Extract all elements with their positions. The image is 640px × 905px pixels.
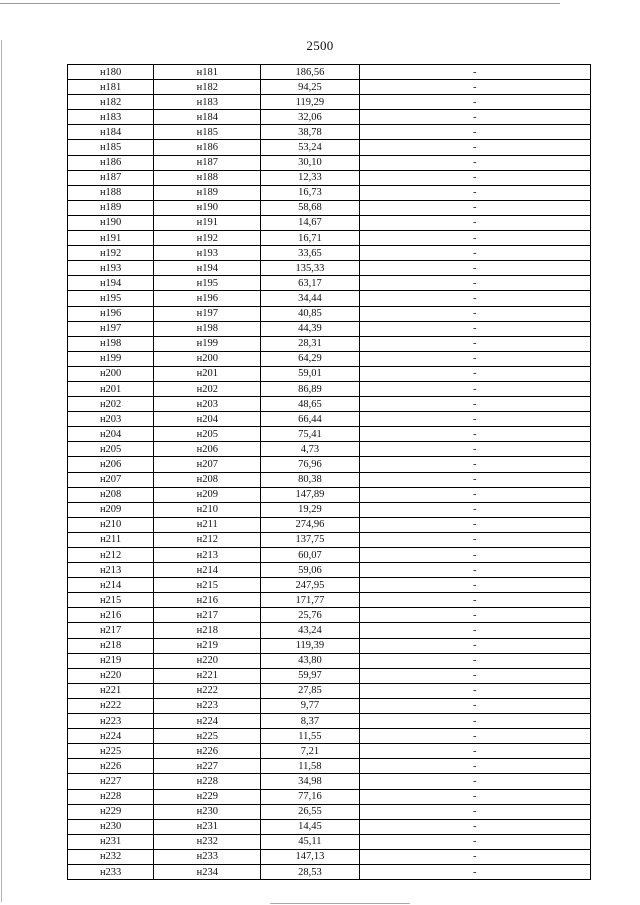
table-row <box>68 714 591 729</box>
point-to-cell: н184 <box>154 110 261 125</box>
table-row <box>68 110 591 125</box>
table-row <box>68 261 591 276</box>
note-cell: - <box>359 683 590 698</box>
table-row <box>68 351 591 366</box>
point-to-cell: н211 <box>154 517 261 532</box>
point-to-cell: н229 <box>154 789 261 804</box>
distance-cell: 8,37 <box>261 714 359 729</box>
table-row <box>68 381 591 396</box>
point-from-cell: н192 <box>68 246 154 261</box>
table-row <box>68 336 591 351</box>
point-to-cell: н214 <box>154 563 261 578</box>
table-row <box>68 517 591 532</box>
table-row <box>68 140 591 155</box>
point-to-cell: н198 <box>154 321 261 336</box>
table-row <box>68 276 591 291</box>
point-from-cell: н211 <box>68 532 154 547</box>
point-from-cell: н199 <box>68 351 154 366</box>
note-cell: - <box>359 170 590 185</box>
point-from-cell: н224 <box>68 729 154 744</box>
point-from-cell: н187 <box>68 170 154 185</box>
distance-cell: 30,10 <box>261 155 359 170</box>
point-to-cell: н224 <box>154 714 261 729</box>
distance-cell: 43,24 <box>261 623 359 638</box>
distance-cell: 4,73 <box>261 442 359 457</box>
point-to-cell: н193 <box>154 246 261 261</box>
point-from-cell: н220 <box>68 668 154 683</box>
point-from-cell: н213 <box>68 563 154 578</box>
point-from-cell: н182 <box>68 95 154 110</box>
point-to-cell: н206 <box>154 442 261 457</box>
note-cell: - <box>359 593 590 608</box>
distance-cell: 137,75 <box>261 532 359 547</box>
table-row <box>68 291 591 306</box>
distance-cell: 19,29 <box>261 502 359 517</box>
note-cell: - <box>359 336 590 351</box>
point-from-cell: н205 <box>68 442 154 457</box>
note-cell: - <box>359 532 590 547</box>
table-row <box>68 155 591 170</box>
distance-cell: 66,44 <box>261 412 359 427</box>
note-cell: - <box>359 351 590 366</box>
table-row <box>68 532 591 547</box>
distance-cell: 171,77 <box>261 593 359 608</box>
table-row <box>68 638 591 653</box>
note-cell: - <box>359 140 590 155</box>
note-cell: - <box>359 729 590 744</box>
note-cell: - <box>359 698 590 713</box>
point-from-cell: н232 <box>68 849 154 864</box>
point-from-cell: н227 <box>68 774 154 789</box>
note-cell: - <box>359 185 590 200</box>
point-to-cell: н186 <box>154 140 261 155</box>
boundary-table <box>67 64 591 880</box>
point-to-cell: н227 <box>154 759 261 774</box>
note-cell: - <box>359 306 590 321</box>
point-from-cell: н180 <box>68 65 154 80</box>
point-to-cell: н200 <box>154 351 261 366</box>
table-row <box>68 744 591 759</box>
table-row <box>68 698 591 713</box>
point-from-cell: н185 <box>68 140 154 155</box>
table-row <box>68 578 591 593</box>
distance-cell: 135,33 <box>261 261 359 276</box>
point-from-cell: н231 <box>68 834 154 849</box>
point-to-cell: н185 <box>154 125 261 140</box>
point-to-cell: н221 <box>154 668 261 683</box>
page-number: 2500 <box>306 38 334 53</box>
table-row <box>68 864 591 879</box>
point-from-cell: н218 <box>68 638 154 653</box>
point-to-cell: н201 <box>154 366 261 381</box>
note-cell: - <box>359 457 590 472</box>
point-to-cell: н219 <box>154 638 261 653</box>
point-from-cell: н228 <box>68 789 154 804</box>
note-cell: - <box>359 608 590 623</box>
distance-cell: 28,31 <box>261 336 359 351</box>
table-row <box>68 412 591 427</box>
point-to-cell: н228 <box>154 774 261 789</box>
note-cell: - <box>359 744 590 759</box>
distance-cell: 119,39 <box>261 638 359 653</box>
point-to-cell: н226 <box>154 744 261 759</box>
distance-cell: 28,53 <box>261 864 359 879</box>
distance-cell: 9,77 <box>261 698 359 713</box>
distance-cell: 16,71 <box>261 231 359 246</box>
distance-cell: 76,96 <box>261 457 359 472</box>
table-row <box>68 819 591 834</box>
note-cell: - <box>359 653 590 668</box>
point-to-cell: н208 <box>154 472 261 487</box>
table-row <box>68 774 591 789</box>
distance-cell: 11,58 <box>261 759 359 774</box>
distance-cell: 59,97 <box>261 668 359 683</box>
note-cell: - <box>359 834 590 849</box>
note-cell: - <box>359 548 590 563</box>
distance-cell: 53,24 <box>261 140 359 155</box>
point-to-cell: н191 <box>154 215 261 230</box>
distance-cell: 38,78 <box>261 125 359 140</box>
note-cell: - <box>359 502 590 517</box>
point-from-cell: н195 <box>68 291 154 306</box>
note-cell: - <box>359 638 590 653</box>
distance-cell: 80,38 <box>261 472 359 487</box>
point-to-cell: н216 <box>154 593 261 608</box>
point-to-cell: н202 <box>154 381 261 396</box>
table-row <box>68 472 591 487</box>
point-from-cell: н222 <box>68 698 154 713</box>
point-to-cell: н187 <box>154 155 261 170</box>
point-to-cell: н197 <box>154 306 261 321</box>
point-to-cell: н232 <box>154 834 261 849</box>
note-cell: - <box>359 623 590 638</box>
table-row <box>68 306 591 321</box>
point-to-cell: н182 <box>154 80 261 95</box>
point-to-cell: н233 <box>154 849 261 864</box>
distance-cell: 186,56 <box>261 65 359 80</box>
point-to-cell: н217 <box>154 608 261 623</box>
note-cell: - <box>359 472 590 487</box>
distance-cell: 14,67 <box>261 215 359 230</box>
point-from-cell: н206 <box>68 457 154 472</box>
point-from-cell: н193 <box>68 261 154 276</box>
distance-cell: 11,55 <box>261 729 359 744</box>
table-row <box>68 563 591 578</box>
point-from-cell: н198 <box>68 336 154 351</box>
note-cell: - <box>359 819 590 834</box>
point-to-cell: н223 <box>154 698 261 713</box>
scan-edge-top <box>0 3 560 4</box>
note-cell: - <box>359 804 590 819</box>
note-cell: - <box>359 578 590 593</box>
distance-cell: 77,16 <box>261 789 359 804</box>
table-row <box>68 729 591 744</box>
table-row <box>68 170 591 185</box>
distance-cell: 63,17 <box>261 276 359 291</box>
point-to-cell: н215 <box>154 578 261 593</box>
distance-cell: 58,68 <box>261 200 359 215</box>
point-to-cell: н205 <box>154 427 261 442</box>
note-cell: - <box>359 125 590 140</box>
distance-cell: 64,29 <box>261 351 359 366</box>
point-from-cell: н215 <box>68 593 154 608</box>
point-from-cell: н190 <box>68 215 154 230</box>
distance-cell: 119,29 <box>261 95 359 110</box>
distance-cell: 274,96 <box>261 517 359 532</box>
point-from-cell: н188 <box>68 185 154 200</box>
point-to-cell: н213 <box>154 548 261 563</box>
point-to-cell: н209 <box>154 487 261 502</box>
note-cell: - <box>359 714 590 729</box>
point-from-cell: н204 <box>68 427 154 442</box>
note-cell: - <box>359 95 590 110</box>
point-to-cell: н218 <box>154 623 261 638</box>
table-row <box>68 789 591 804</box>
distance-cell: 75,41 <box>261 427 359 442</box>
distance-cell: 59,06 <box>261 563 359 578</box>
point-from-cell: н207 <box>68 472 154 487</box>
note-cell: - <box>359 849 590 864</box>
distance-cell: 45,11 <box>261 834 359 849</box>
table-row <box>68 246 591 261</box>
table-row <box>68 653 591 668</box>
distance-cell: 26,55 <box>261 804 359 819</box>
point-from-cell: н184 <box>68 125 154 140</box>
point-from-cell: н209 <box>68 502 154 517</box>
point-to-cell: н231 <box>154 819 261 834</box>
point-to-cell: н192 <box>154 231 261 246</box>
point-from-cell: н189 <box>68 200 154 215</box>
note-cell: - <box>359 864 590 879</box>
point-from-cell: н216 <box>68 608 154 623</box>
point-from-cell: н223 <box>68 714 154 729</box>
point-from-cell: н230 <box>68 819 154 834</box>
table-row <box>68 457 591 472</box>
distance-cell: 16,73 <box>261 185 359 200</box>
point-from-cell: н196 <box>68 306 154 321</box>
point-from-cell: н201 <box>68 381 154 396</box>
table-row <box>68 366 591 381</box>
point-from-cell: н186 <box>68 155 154 170</box>
table-row <box>68 548 591 563</box>
point-to-cell: н212 <box>154 532 261 547</box>
table-row <box>68 759 591 774</box>
table-row <box>68 125 591 140</box>
distance-cell: 33,65 <box>261 246 359 261</box>
note-cell: - <box>359 774 590 789</box>
point-from-cell: н208 <box>68 487 154 502</box>
note-cell: - <box>359 397 590 412</box>
table-row <box>68 231 591 246</box>
point-from-cell: н203 <box>68 412 154 427</box>
distance-cell: 94,25 <box>261 80 359 95</box>
note-cell: - <box>359 759 590 774</box>
point-to-cell: н210 <box>154 502 261 517</box>
point-to-cell: н207 <box>154 457 261 472</box>
point-to-cell: н222 <box>154 683 261 698</box>
point-to-cell: н203 <box>154 397 261 412</box>
point-from-cell: н181 <box>68 80 154 95</box>
point-to-cell: н199 <box>154 336 261 351</box>
point-from-cell: н219 <box>68 653 154 668</box>
table-row <box>68 215 591 230</box>
point-from-cell: н229 <box>68 804 154 819</box>
distance-cell: 59,01 <box>261 366 359 381</box>
distance-cell: 7,21 <box>261 744 359 759</box>
point-to-cell: н194 <box>154 261 261 276</box>
point-from-cell: н200 <box>68 366 154 381</box>
table-row <box>68 65 591 80</box>
point-from-cell: н212 <box>68 548 154 563</box>
table-row <box>68 200 591 215</box>
table-row <box>68 502 591 517</box>
point-from-cell: н214 <box>68 578 154 593</box>
distance-cell: 247,95 <box>261 578 359 593</box>
note-cell: - <box>359 563 590 578</box>
distance-cell: 48,65 <box>261 397 359 412</box>
table-row <box>68 397 591 412</box>
table-row <box>68 623 591 638</box>
point-to-cell: н204 <box>154 412 261 427</box>
point-to-cell: н230 <box>154 804 261 819</box>
note-cell: - <box>359 65 590 80</box>
note-cell: - <box>359 261 590 276</box>
note-cell: - <box>359 668 590 683</box>
point-from-cell: н202 <box>68 397 154 412</box>
point-from-cell: н217 <box>68 623 154 638</box>
point-from-cell: н183 <box>68 110 154 125</box>
distance-cell: 60,07 <box>261 548 359 563</box>
note-cell: - <box>359 517 590 532</box>
table-row <box>68 834 591 849</box>
point-to-cell: н195 <box>154 276 261 291</box>
table-row <box>68 95 591 110</box>
note-cell: - <box>359 80 590 95</box>
distance-cell: 32,06 <box>261 110 359 125</box>
point-from-cell: н226 <box>68 759 154 774</box>
note-cell: - <box>359 231 590 246</box>
point-from-cell: н197 <box>68 321 154 336</box>
table-row <box>68 427 591 442</box>
distance-cell: 43,80 <box>261 653 359 668</box>
note-cell: - <box>359 366 590 381</box>
point-from-cell: н221 <box>68 683 154 698</box>
point-to-cell: н234 <box>154 864 261 879</box>
distance-cell: 25,76 <box>261 608 359 623</box>
point-to-cell: н196 <box>154 291 261 306</box>
note-cell: - <box>359 427 590 442</box>
point-from-cell: н194 <box>68 276 154 291</box>
point-from-cell: н233 <box>68 864 154 879</box>
note-cell: - <box>359 291 590 306</box>
note-cell: - <box>359 381 590 396</box>
point-to-cell: н220 <box>154 653 261 668</box>
distance-cell: 34,98 <box>261 774 359 789</box>
point-to-cell: н225 <box>154 729 261 744</box>
table-row <box>68 804 591 819</box>
table-body <box>68 65 591 880</box>
scan-edge-left <box>1 40 2 902</box>
note-cell: - <box>359 442 590 457</box>
table-row <box>68 487 591 502</box>
distance-cell: 34,44 <box>261 291 359 306</box>
table-row <box>68 185 591 200</box>
note-cell: - <box>359 487 590 502</box>
note-cell: - <box>359 200 590 215</box>
table-row <box>68 442 591 457</box>
note-cell: - <box>359 321 590 336</box>
note-cell: - <box>359 412 590 427</box>
distance-cell: 27,85 <box>261 683 359 698</box>
table-row <box>68 593 591 608</box>
point-from-cell: н210 <box>68 517 154 532</box>
table-row <box>68 683 591 698</box>
point-to-cell: н181 <box>154 65 261 80</box>
point-to-cell: н189 <box>154 185 261 200</box>
note-cell: - <box>359 246 590 261</box>
table-row <box>68 668 591 683</box>
point-from-cell: н191 <box>68 231 154 246</box>
point-from-cell: н225 <box>68 744 154 759</box>
note-cell: - <box>359 110 590 125</box>
table-row <box>68 849 591 864</box>
distance-cell: 86,89 <box>261 381 359 396</box>
point-to-cell: н188 <box>154 170 261 185</box>
note-cell: - <box>359 276 590 291</box>
table-row <box>68 608 591 623</box>
distance-cell: 14,45 <box>261 819 359 834</box>
table-row <box>68 321 591 336</box>
note-cell: - <box>359 215 590 230</box>
table-row <box>68 80 591 95</box>
point-to-cell: н190 <box>154 200 261 215</box>
scan-edge-bottom <box>270 903 410 904</box>
distance-cell: 12,33 <box>261 170 359 185</box>
distance-cell: 147,89 <box>261 487 359 502</box>
point-to-cell: н183 <box>154 95 261 110</box>
note-cell: - <box>359 155 590 170</box>
distance-cell: 40,85 <box>261 306 359 321</box>
note-cell: - <box>359 789 590 804</box>
distance-cell: 44,39 <box>261 321 359 336</box>
distance-cell: 147,13 <box>261 849 359 864</box>
